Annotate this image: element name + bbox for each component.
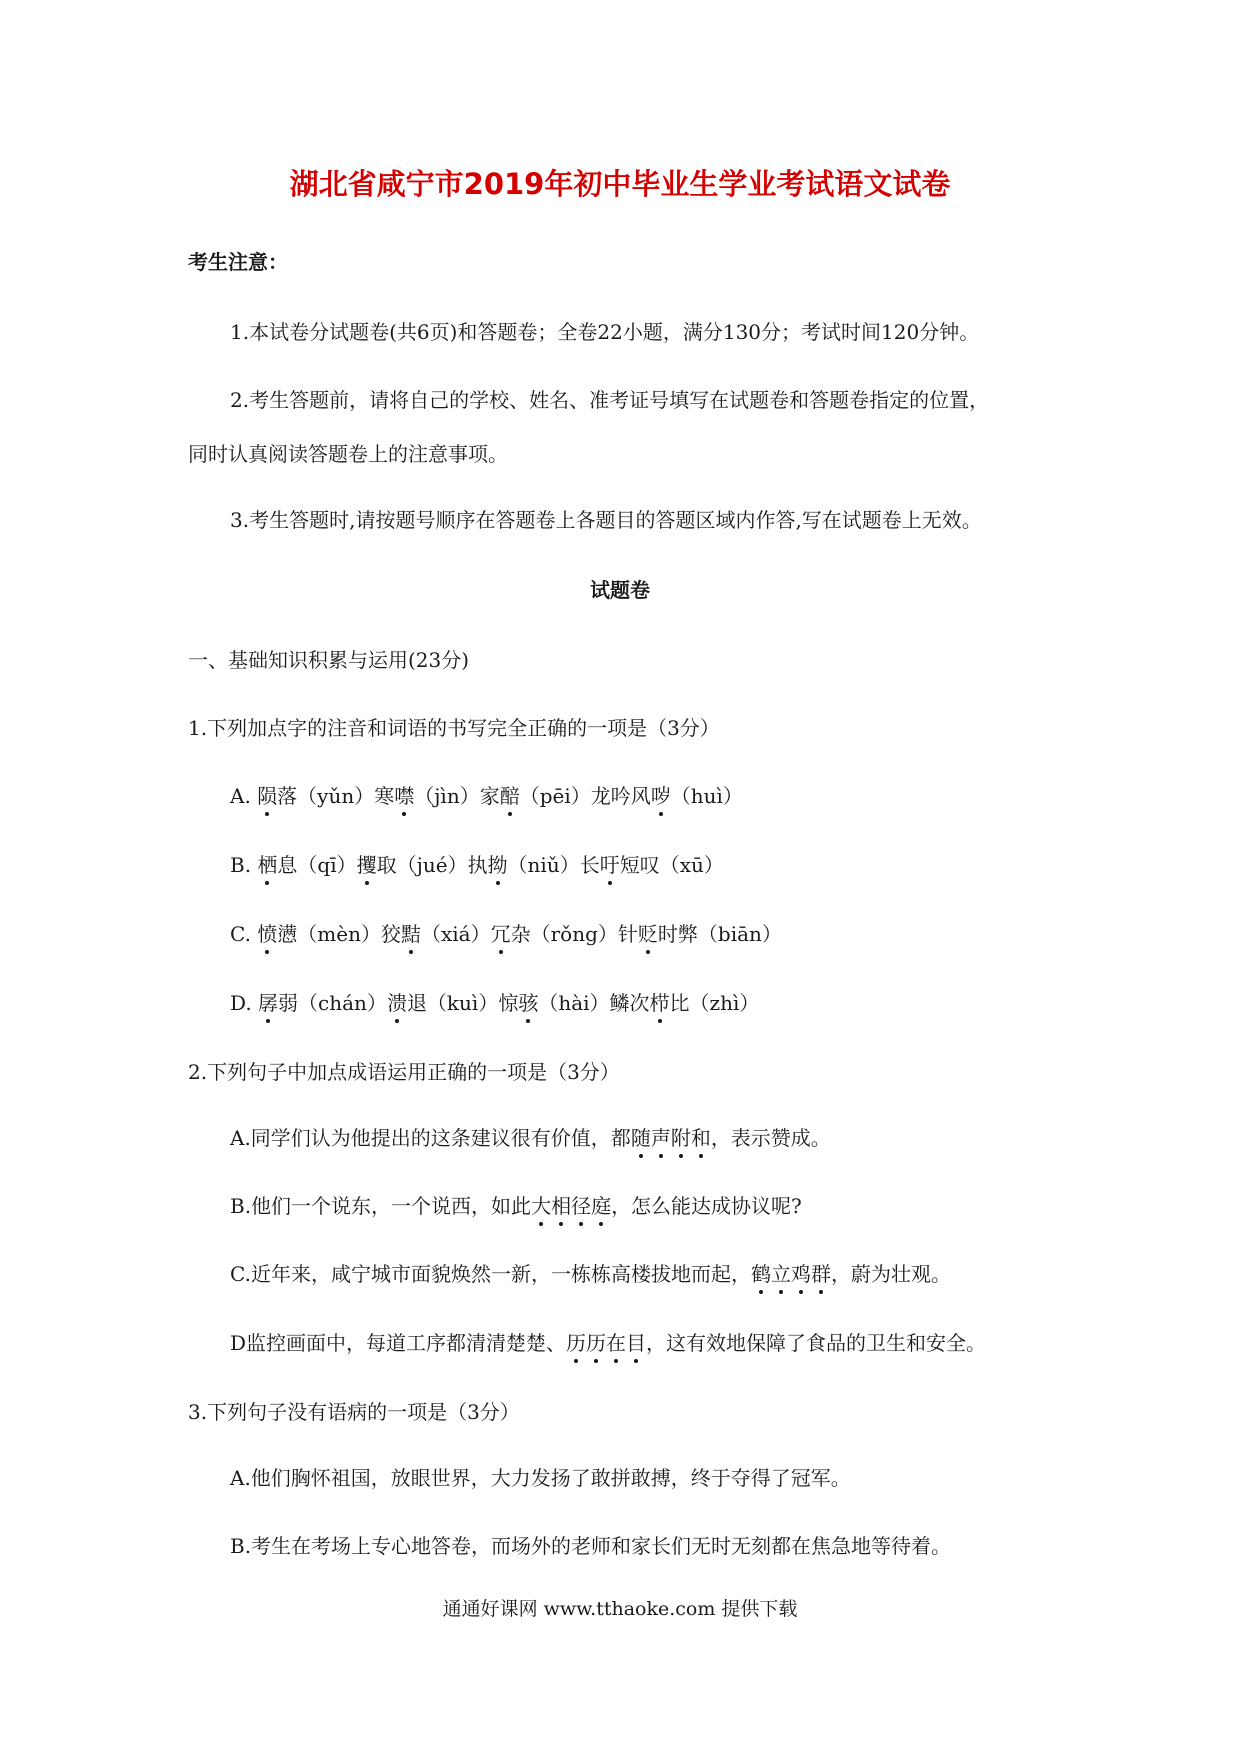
q1d-text-1: 弱（chán）: [278, 991, 387, 1015]
q1a-dotted-char-3: 醅: [499, 784, 520, 808]
q1c-dotted-char-1: 愤: [257, 922, 278, 946]
q1-option-a: [230, 782, 743, 810]
q3-option-b: B.考生在考场上专心地答卷，而场外的老师和家长们无时无刻都在焦急地等待着。: [230, 1534, 952, 1558]
q2-option-c: [230, 1260, 951, 1288]
q2b-dotted-char-4: 庭: [591, 1194, 612, 1218]
q1c-text-1: 懑（mèn）狡: [277, 922, 401, 946]
q2b-dotted-char-1: 大: [531, 1194, 552, 1218]
notice-item-2-cont: 同时认真阅读答题卷上的注意事项。: [188, 442, 508, 466]
q1d-dotted-char-1: 孱: [258, 991, 279, 1015]
q1b-dotted-char-4: 吁: [599, 853, 620, 877]
q2a-dotted-char-1: 随: [630, 1126, 651, 1150]
q1a-label: A.: [230, 784, 258, 808]
q2d-text-post: ，这有效地保障了食品的卫生和安全。: [646, 1331, 987, 1355]
q1b-dotted-char-3: 拗: [487, 853, 508, 877]
q2c-dotted-char-3: 鸡: [790, 1262, 811, 1286]
q2c-dotted-char-2: 立: [770, 1262, 791, 1286]
q1b-text-4: 短叹（xū）: [619, 853, 724, 877]
section-heading: 试题卷: [590, 578, 650, 602]
q1c-dotted-char-4: 贬: [637, 922, 658, 946]
q2d-text-pre: D监控画面中，每道工序都清清楚楚、: [230, 1331, 567, 1355]
q2d-dotted-char-3: 在: [606, 1331, 627, 1355]
q2a-dotted-char-2: 声: [650, 1126, 671, 1150]
q1a-text-4: （huì）: [670, 784, 743, 808]
part1-title: 一、基础知识积累与运用(23分): [188, 648, 470, 672]
q2a-text-post: ，表示赞成。: [710, 1126, 831, 1150]
notice-item-1: 1.本试卷分试题卷(共6页)和答题卷；全卷22小题，满分130分；考试时间120分钟。: [230, 320, 980, 344]
q1a-dotted-char-2: 噤: [394, 784, 415, 808]
q1c-dotted-char-3: 冗: [490, 922, 511, 946]
q1d-text-3: （hài）鳞次: [538, 991, 650, 1015]
q2-option-a: [230, 1124, 831, 1152]
q2d-dotted-char-1: 历: [566, 1331, 587, 1355]
q3-option-a: A.他们胸怀祖国，放眼世界，大力发扬了敢拼敢搏，终于夺得了冠军。: [230, 1466, 851, 1490]
q1c-dotted-char-2: 黠: [401, 922, 421, 946]
notice-heading: 考生注意：: [188, 250, 288, 274]
q1b-dotted-char-2: 攫: [356, 853, 377, 877]
q2c-text-pre: C.近年来，咸宁城市面貌焕然一新，一栋栋高楼拔地而起，: [230, 1262, 751, 1286]
q1a-text-3: （pēi）龙吟风: [519, 784, 651, 808]
q2b-dotted-char-2: 相: [551, 1194, 572, 1218]
q2c-dotted-char-1: 鹤: [750, 1262, 771, 1286]
q1c-text-2: （xiá）: [421, 922, 491, 946]
notice-item-2: 2.考生答题前，请将自己的学校、姓名、准考证号填写在试题卷和答题卷指定的位置，: [230, 388, 990, 412]
q1b-dotted-char-1: 栖: [257, 853, 278, 877]
notice-item-3: 3.考生答题时,请按题号顺序在答题卷上各题目的答题区域内作答,写在试题卷上无效。: [230, 508, 982, 532]
q1c-text-3: 杂（rǒng）针: [510, 922, 638, 946]
q1-option-d: [230, 989, 759, 1017]
q1d-text-2: 退（kuì）惊: [406, 991, 519, 1015]
q1d-text-4: 比（zhì）: [669, 991, 760, 1015]
q1b-text-2: 取（jué）执: [376, 853, 488, 877]
q2-option-d: [230, 1329, 986, 1357]
q1a-text-1: 落（yǔn）寒: [277, 784, 395, 808]
question-3-stem: 3.下列句子没有语病的一项是（3分）: [188, 1400, 520, 1424]
q1-option-b: [230, 851, 724, 879]
q2a-text-pre: A.同学们认为他提出的这条建议很有价值，都: [230, 1126, 631, 1150]
q2d-dotted-char-4: 目: [626, 1331, 647, 1355]
q1d-dotted-char-3: 骇: [518, 991, 539, 1015]
page-title: 湖北省咸宁市2019年初中毕业生学业考试语文试卷: [289, 167, 951, 201]
q1c-label: C.: [230, 922, 258, 946]
q2d-dotted-char-2: 历: [586, 1331, 607, 1355]
q1a-text-2: （jìn）家: [414, 784, 500, 808]
page-footer: 通通好课网 www.tthaoke.com 提供下载: [442, 1598, 798, 1620]
q1a-dotted-char-1: 陨: [257, 784, 278, 808]
q1d-label: D.: [230, 991, 259, 1015]
q1c-text-4: 时弊（biān）: [657, 922, 782, 946]
q1b-text-3: （niǔ）长: [507, 853, 600, 877]
q1b-label: B.: [230, 853, 258, 877]
q2b-text-post: ，怎么能达成协议呢?: [611, 1194, 802, 1218]
q1b-text-1: 息（qī）: [277, 853, 357, 877]
q1d-dotted-char-4: 栉: [649, 991, 670, 1015]
q2c-text-post: ，蔚为壮观。: [830, 1262, 951, 1286]
q2b-dotted-char-3: 径: [571, 1194, 592, 1218]
q1d-dotted-char-2: 溃: [386, 991, 407, 1015]
q2c-dotted-char-4: 群: [810, 1262, 831, 1286]
question-2-stem: 2.下列句子中加点成语运用正确的一项是（3分）: [188, 1060, 620, 1084]
q2a-dotted-char-3: 附: [670, 1126, 691, 1150]
q1-option-c: [230, 920, 782, 948]
q2b-text-pre: B.他们一个说东，一个说西，如此: [230, 1194, 532, 1218]
q1a-dotted-char-4: 哕: [650, 784, 671, 808]
question-1-stem: 1.下列加点字的注音和词语的书写完全正确的一项是（3分）: [188, 716, 720, 740]
q2-option-b: [230, 1192, 802, 1220]
q2a-dotted-char-4: 和: [690, 1126, 711, 1150]
